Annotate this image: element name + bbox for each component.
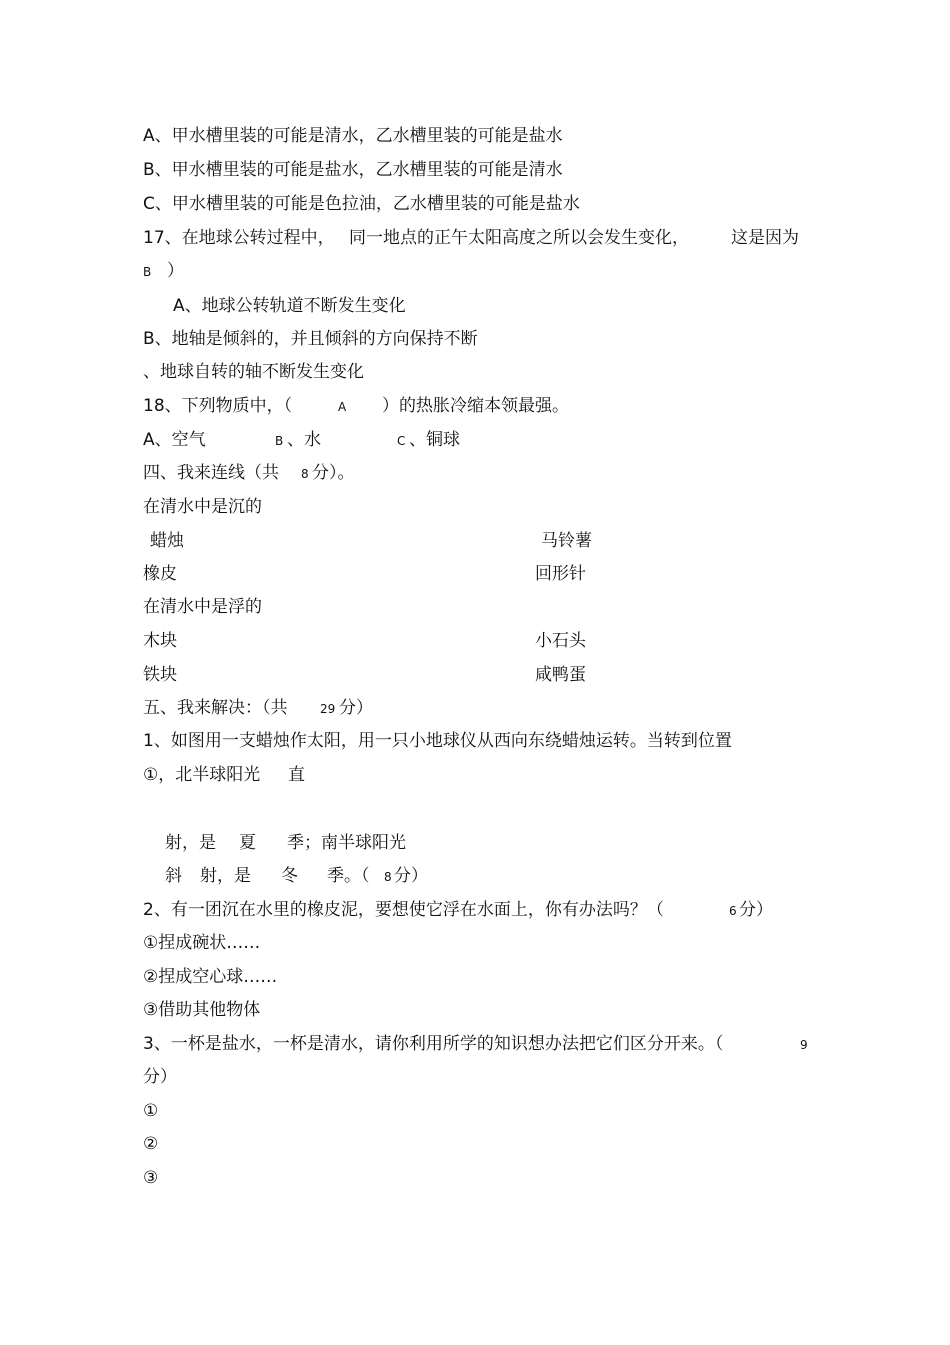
q5-1-line3-part1: 射，是 xyxy=(165,833,216,853)
section5-points: 29 xyxy=(320,702,336,716)
q5-1-line2-part1: ①，北半球阳光 xyxy=(143,765,261,785)
q5-2-points: 6 xyxy=(729,904,737,918)
q5-3-marker3: ③ xyxy=(143,1168,159,1188)
item-stone: 小石头 xyxy=(535,631,586,651)
q5-2-answer3: ③借助其他物体 xyxy=(143,1000,261,1020)
q17-answer: B xyxy=(143,265,152,279)
q18-option-b-letter: B xyxy=(275,434,284,448)
q5-1-line4-part2: 季。（ xyxy=(327,866,370,886)
q5-1-line4-part1: 射，是 xyxy=(200,866,251,886)
q5-1-line4-answer1: 斜 xyxy=(165,866,182,886)
q5-1-line1: 1、如图用一支蜡烛作太阳，用一只小地球仪从西向东绕蜡烛运转。当转到位置 xyxy=(143,731,732,751)
q5-1-points: 8 xyxy=(384,870,392,884)
item-candle: 蜡烛 xyxy=(150,531,184,551)
section5-heading-part1: 五、我来解决：（共 xyxy=(143,698,288,718)
q17-text-part2: 同一地点的正午太阳高度之所以会发生变化， xyxy=(349,228,689,248)
item-salted-egg: 咸鸭蛋 xyxy=(535,665,586,685)
q5-1-line3-answer: 夏 xyxy=(239,833,256,853)
q17-text-part3: 这是因为 xyxy=(731,228,799,248)
q17-option-c: 、地球自转的轴不断发生变化 xyxy=(143,362,364,382)
q5-1-line4-part3: 分） xyxy=(394,866,428,886)
item-paperclip: 回形针 xyxy=(535,564,586,584)
q5-3-marker1: ① xyxy=(143,1101,159,1121)
section4-heading-part1: 四、我来连线（共 xyxy=(143,463,279,483)
q5-1-line4-answer2: 冬 xyxy=(281,866,298,886)
q18-option-b: 、水 xyxy=(287,430,321,450)
q17-text-part1: 17、在地球公转过程中， xyxy=(143,228,335,248)
item-wood: 木块 xyxy=(143,631,177,651)
q5-1-line2-part2: 直 xyxy=(288,765,305,785)
q18-option-c-letter: C xyxy=(397,434,406,448)
section5-heading-part2: 分） xyxy=(339,698,373,718)
q18-answer: A xyxy=(338,400,347,414)
q18-option-c: 、铜球 xyxy=(409,430,460,450)
item-potato: 马铃薯 xyxy=(541,531,592,551)
section4-points: 8 xyxy=(301,467,309,481)
q5-3-marker2: ② xyxy=(143,1134,159,1154)
q16-option-b: B、甲水槽里装的可能是盐水，乙水槽里装的可能是清水 xyxy=(143,160,563,180)
q17-option-a: A、地球公转轨道不断发生变化 xyxy=(173,296,406,316)
q5-3-text-part2: 分） xyxy=(143,1067,177,1087)
q5-3-points: 9 xyxy=(800,1038,808,1052)
item-eraser: 橡皮 xyxy=(143,564,177,584)
q17-option-b: B、地轴是倾斜的，并且倾斜的方向保持不断 xyxy=(143,329,478,349)
q5-2-answer1: ①捏成碗状…… xyxy=(143,933,261,953)
q18-option-a: A、空气 xyxy=(143,430,206,450)
q5-2-answer2: ②捏成空心球…… xyxy=(143,967,278,987)
q5-3-text-part1: 3、一杯是盐水，一杯是清水，请你利用所学的知识想办法把它们区分开来。（ xyxy=(143,1034,724,1054)
q5-1-line3-part2: 季；南半球阳光 xyxy=(287,833,406,853)
q18-text-part1: 18、下列物质中，（ xyxy=(143,396,293,416)
q18-text-part2: ）的热胀冷缩本领最强。 xyxy=(382,396,569,416)
q5-2-text-part1: 2、有一团沉在水里的橡皮泥，要想使它浮在水面上，你有办法吗？（ xyxy=(143,900,664,920)
group-sink-label: 在清水中是沉的 xyxy=(143,497,262,517)
group-float-label: 在清水中是浮的 xyxy=(143,597,262,617)
q5-2-text-part2: 分） xyxy=(739,900,773,920)
q16-option-c: C、甲水槽里装的可能是色拉油，乙水槽里装的可能是盐水 xyxy=(143,194,580,214)
item-iron: 铁块 xyxy=(143,665,177,685)
section4-heading-part2: 分）。 xyxy=(312,463,355,483)
q17-close-paren: ） xyxy=(167,261,184,281)
q16-option-a: A、甲水槽里装的可能是清水，乙水槽里装的可能是盐水 xyxy=(143,126,563,146)
